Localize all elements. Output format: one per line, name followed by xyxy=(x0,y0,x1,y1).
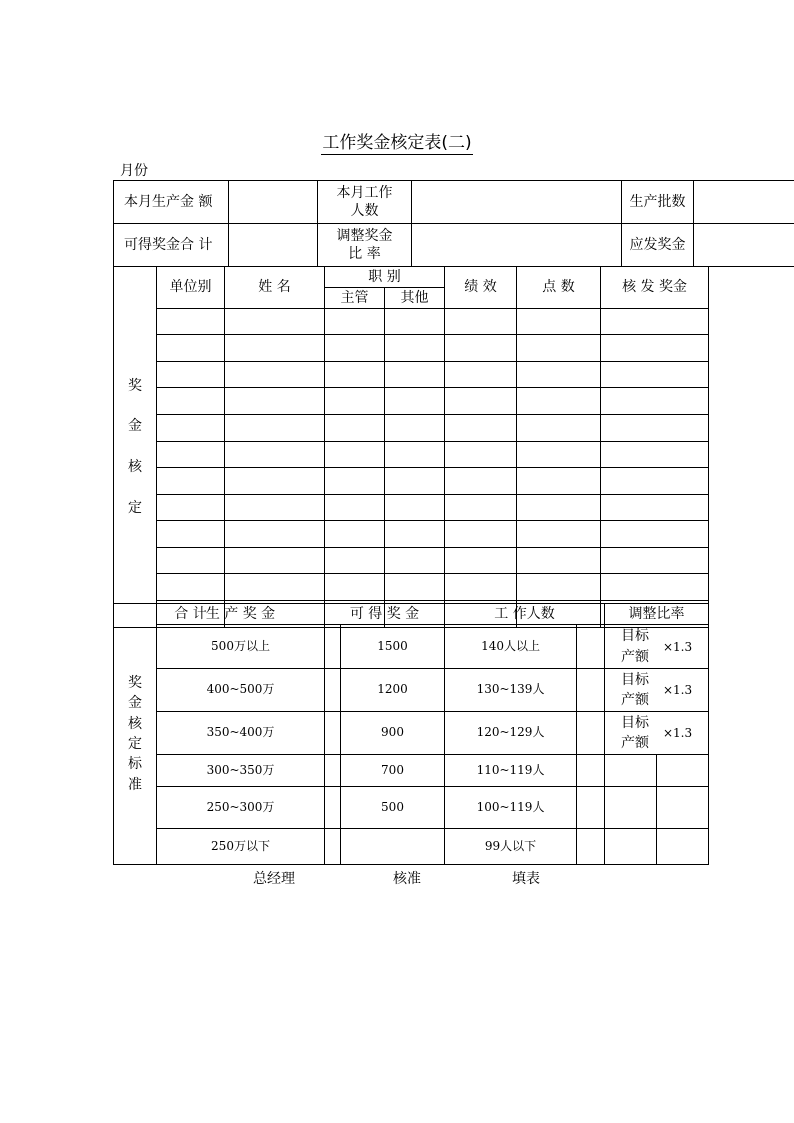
month-label: 月份 xyxy=(120,163,148,179)
target-ratio: 目标 产额×1.3 xyxy=(605,712,709,755)
production-range: 250~300万 xyxy=(157,787,325,829)
headcount-range: 100~119人 xyxy=(445,787,577,829)
table-row xyxy=(114,755,709,787)
header-unit: 单位别 xyxy=(157,267,225,309)
total-bonus-label: 可得奖金合 计 xyxy=(114,224,229,267)
headcount-range: 120~129人 xyxy=(445,712,577,755)
header-production: 生 产 奖 金 xyxy=(157,604,325,625)
approve-label: 核准 xyxy=(393,871,421,887)
production-amount-field[interactable] xyxy=(229,181,318,224)
work-headcount-field[interactable] xyxy=(412,181,622,224)
available-bonus: 500 xyxy=(341,787,445,829)
page-title: 工作奖金核定表(二) xyxy=(322,133,472,153)
header-supervisor: 主管 xyxy=(325,288,385,309)
header-position: 职 别 xyxy=(325,267,445,288)
table-row xyxy=(114,309,709,335)
header-points: 点 数 xyxy=(517,267,601,309)
prepare-label: 填表 xyxy=(512,871,540,887)
standard-side-label: 奖 金 核 定 标 准 xyxy=(114,604,157,865)
available-bonus: 1200 xyxy=(341,669,445,712)
work-headcount-label: 本月工作 人数 xyxy=(318,181,412,224)
table-row xyxy=(114,388,709,415)
table-row xyxy=(114,548,709,574)
adjust-ratio-field[interactable] xyxy=(412,224,622,267)
header-available-bonus: 可 得 奖 金 xyxy=(325,604,445,625)
header-name: 姓 名 xyxy=(225,267,325,309)
production-range: 400~500万 xyxy=(157,669,325,712)
headcount-range: 140人以上 xyxy=(445,625,577,669)
payable-bonus-label: 应发奖金 xyxy=(622,224,694,267)
table-row xyxy=(114,362,709,388)
production-range: 500万以上 xyxy=(157,625,325,669)
available-bonus: 900 xyxy=(341,712,445,755)
summary-table xyxy=(113,180,794,267)
table-row xyxy=(114,442,709,468)
headcount-range: 110~119人 xyxy=(445,755,577,787)
headcount-range: 130~139人 xyxy=(445,669,577,712)
production-range: 350~400万 xyxy=(157,712,325,755)
total-bonus-field[interactable] xyxy=(229,224,318,267)
verify-side-label: 奖 金 核 定 xyxy=(114,267,157,628)
payable-bonus-field[interactable] xyxy=(694,224,794,267)
production-range: 250万以下 xyxy=(157,829,325,865)
bonus-standard-table xyxy=(113,603,709,865)
table-row xyxy=(114,574,709,601)
production-range: 300~350万 xyxy=(157,755,325,787)
table-row xyxy=(114,787,709,829)
table-row xyxy=(114,495,709,521)
adjust-ratio-label: 调整奖金 比 率 xyxy=(318,224,412,267)
table-row xyxy=(114,415,709,442)
table-row xyxy=(114,521,709,548)
production-amount-label: 本月生产金 额 xyxy=(114,181,229,224)
header-other: 其他 xyxy=(385,288,445,309)
target-ratio: 目标 产额×1.3 xyxy=(605,625,709,669)
header-bonus: 核 发 奖金 xyxy=(601,267,709,309)
bonus-verify-table xyxy=(113,266,709,628)
available-bonus: 1500 xyxy=(341,625,445,669)
available-bonus: 700 xyxy=(341,755,445,787)
table-row xyxy=(114,712,709,755)
table-row xyxy=(114,829,709,865)
table-row xyxy=(114,669,709,712)
header-ratio: 调整比率 xyxy=(605,604,709,625)
headcount-range: 99人以下 xyxy=(445,829,577,865)
batch-count-label: 生产批数 xyxy=(622,181,694,224)
total-label: 合 计 xyxy=(157,601,225,628)
available-bonus xyxy=(341,829,445,865)
gm-label: 总经理 xyxy=(253,871,295,887)
target-ratio: 目标 产额×1.3 xyxy=(605,669,709,712)
table-row xyxy=(114,468,709,495)
header-performance: 绩 效 xyxy=(445,267,517,309)
table-row xyxy=(114,625,709,669)
header-headcount: 工 作人数 xyxy=(445,604,605,625)
batch-count-field[interactable] xyxy=(694,181,794,224)
table-row xyxy=(114,335,709,362)
